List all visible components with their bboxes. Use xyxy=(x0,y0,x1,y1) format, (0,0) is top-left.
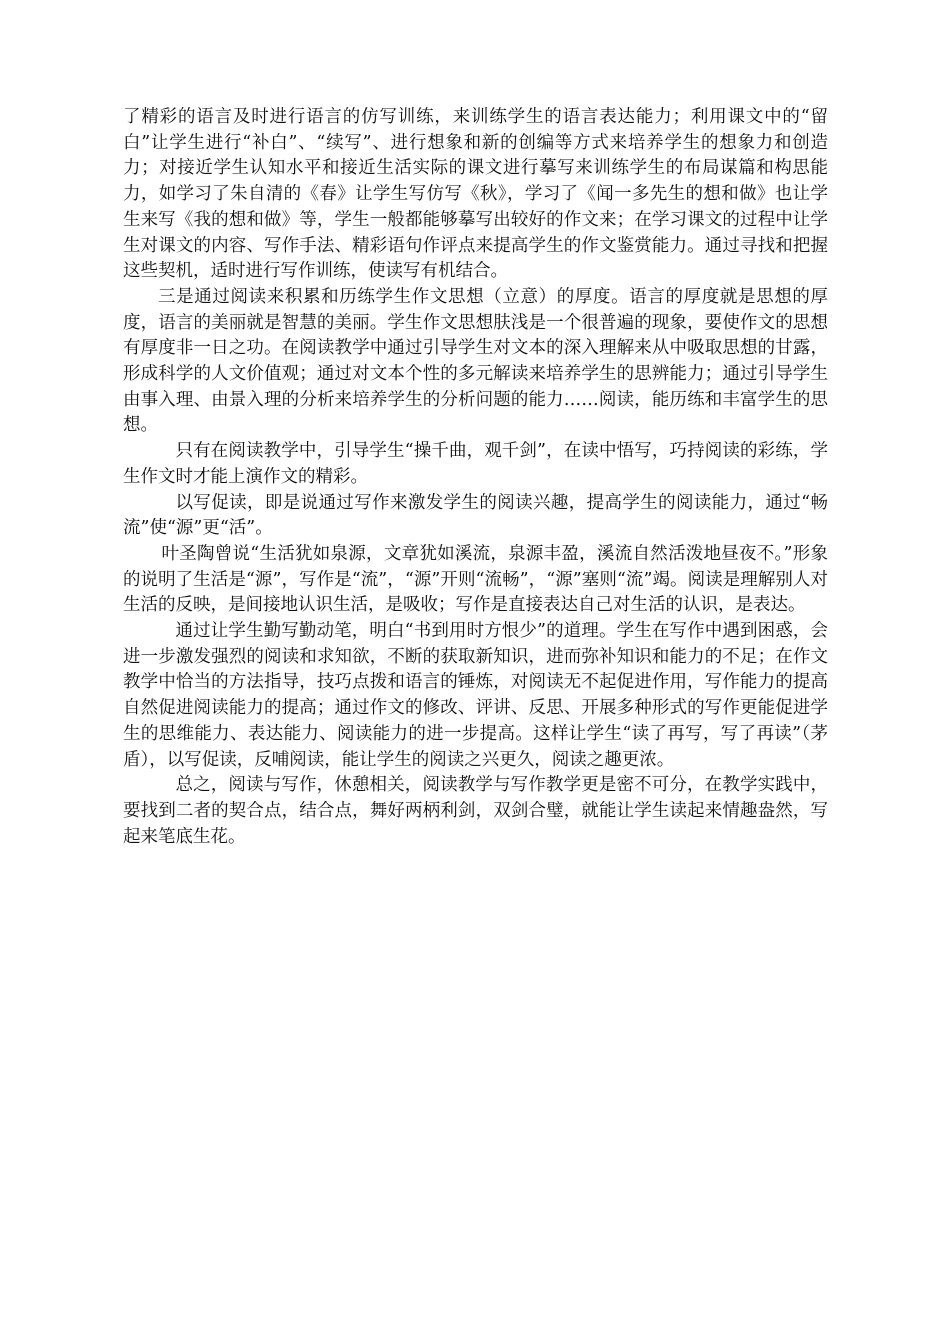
document-body xyxy=(123,105,828,850)
paragraph-diligent-writing: 通过让学生勤写勤动笔，明白“书到用时方恨少”的道理。学生在写作中遇到困惑，会进一步激发强烈的阅读和求知欲，不断的获取新知识，进而弥补知识和能力的不足；在作文教学中恰当的方法指导，技巧点拨和语言的锤炼，对阅读无不起促进作用，写作能力的提高自然促进阅读能力的提高；通过作文的修改、评讲、反思、开展多种形式的写作更能促进学生的思维能力、表达能力、阅读能力的进一步提高。这样让学生“读了再写，写了再读”（茅盾），以写促读，反哺阅读，能让学生的阅读之兴更久，阅读之趣更浓。 xyxy=(123,621,828,770)
paragraph-writing-promotes-reading: 以写促读，即是说通过写作来激发学生的阅读兴趣，提高学生的阅读能力，通过“畅流”使“源”更“活”。 xyxy=(123,492,828,539)
paragraph-only-reading: 只有在阅读教学中，引导学生“操千曲，观千剑”，在读中悟写，巧持阅读的彩练，学生作文时才能上演作文的精彩。 xyxy=(123,441,828,487)
paragraph-ye-shengtao: 叶圣陶曾说“生活犹如泉源，文章犹如溪流，泉源丰盈，溪流自然活泼地昼夜不。”形象的说明了生活是“源”，写作是“流”，“源”开则“流畅”，“源”塞则“流”竭。阅读是理解别人对生活的反映，是间接地认识生活，是吸收；写作是直接表达自己对生活的认识，是表达。 xyxy=(123,543,828,616)
paragraph-top-fragment: 了精彩的语言及时进行语言的仿写训练，来训练学生的语言表达能力；利用课文中的“留白”让学生进行“补白”、“续写”、进行想象和新的创编等方式来培养学生的想象力和创造力；对接近学生认知水平和接近生活实际的课文进行摹写来训练学生的布局谋篇和构思能力，如学习了朱自清的《春》让学生写仿写《秋》，学习了《闻一多先生的想和做》也让学生来写《我的想和做》等，学生一般都能够摹写出较好的作文来；在学习课文的过程中让学生对课文的内容、写作手法、精彩语句作评点来提高学生的作文鉴赏能力。通过寻找和把握这些契机，适时进行写作训练，使读写有机结合。 xyxy=(123,107,828,282)
paragraph-point-three: 三是通过阅读来积累和历练学生作文思想（立意）的厚度。语言的厚度就是思想的厚度，语言的美丽就是智慧的美丽。学生作文思想肤浅是一个很普遍的现象，要使作文的思想有厚度非一日之功。在阅读教学中通过引导学生对文本的深入理解来从中吸取思想的甘露，形成科学的人文价值观；通过对文本个性的多元解读来培养学生的思辨能力；通过引导学生由事入理、由景入理的分析来培养学生的分析问题的能力……阅读，能历练和丰富学生的思想。 xyxy=(123,286,828,436)
paragraph-conclusion: 总之，阅读与写作，休憩相关，阅读教学与写作教学更是密不可分，在教学实践中，要找到二者的契合点，结合点，舞好两柄利剑，双剑合璧，就能让学生读起来情趣盎然，写起来笔底生花。 xyxy=(123,775,828,847)
